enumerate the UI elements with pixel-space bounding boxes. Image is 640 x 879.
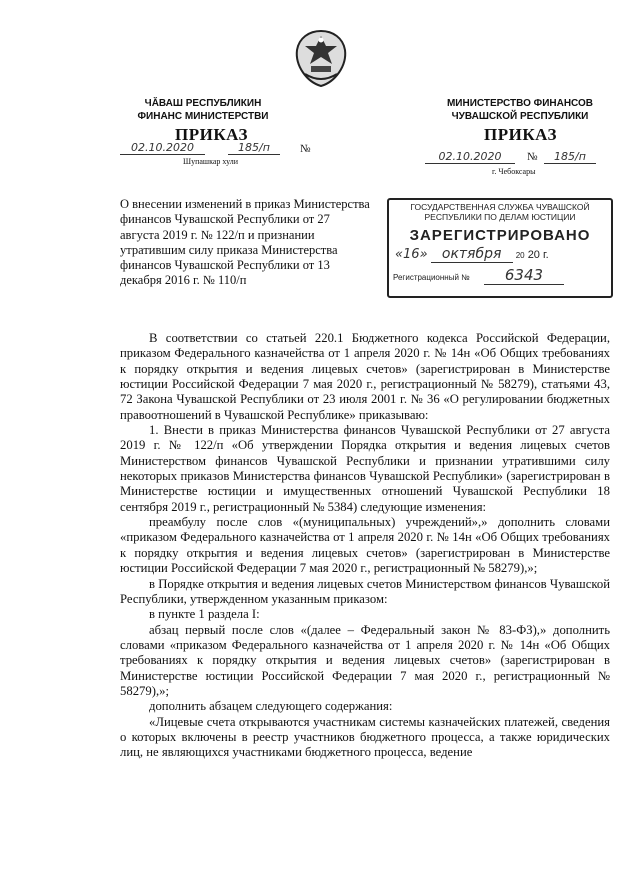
stamp-day: «16»	[395, 247, 428, 262]
body-paragraph: «Лицевые счета открываются участникам системы казначейских платежей, сведения о которых включены в реестр участников бюджетного процесса, а также юридических лиц, не являющихся участниками бюджетного процесса, ведение	[120, 714, 610, 760]
body-paragraph: 1. Внести в приказ Министерства финансов Чувашской Республики от 27 августа 2019 г. № 122/п «Об утверждении Порядка открытия и ведения лицевых счетов Министерством финансов Чувашской Республики и признании утратившими силу некоторых приказов Министерства финансов Чувашской Республики» (зарегистрирован в Министерстве юстиции и имущественных отношений Чувашской Республики 18 сентября 2019 г., регистрационный № 5384) следующие изменения:	[120, 423, 610, 514]
order-number-right: 185/п	[544, 150, 596, 164]
document-title: О внесении изменений в приказ Министерства финансов Чувашской Республики от 27 августа 2019 г. № 122/п и признании утратившим силу приказа Министерства финансов Чувашской Республики от 13 декабря 2016 г. № 110/п	[120, 197, 370, 288]
body-paragraph: дополнить абзацем следующего содержания:	[149, 699, 393, 714]
order-title-left: ПРИКАЗ	[175, 125, 248, 144]
stamp-year-suffix: 20 г.	[527, 249, 549, 261]
registration-stamp	[387, 198, 613, 298]
order-title-right: ПРИКАЗ	[484, 125, 557, 144]
body-paragraph: в пункте 1 раздела I:	[149, 607, 260, 622]
order-number-sign-left: №	[300, 143, 311, 155]
stamp-org-line1: ГОСУДАРСТВЕННАЯ СЛУЖБА ЧУВАШСКОЙ	[410, 202, 590, 212]
header-right-line1: МИНИСТЕРСТВО ФИНАНСОВ	[446, 98, 594, 109]
header-right-line2: ЧУВАШСКОЙ РЕСПУБЛИКИ	[451, 111, 589, 122]
stamp-date	[389, 246, 611, 263]
body-paragraph: в Порядке открытия и ведения лицевых счетов Министерством финансов Чувашской Республики, утвержденном указанным приказом:	[120, 576, 610, 606]
stamp-org-line2: РЕСПУБЛИКИ ПО ДЕЛАМ ЮСТИЦИИ	[424, 212, 576, 222]
order-city-left: Шупашкар хули	[183, 157, 238, 166]
body-paragraph: В соответствии со статьей 220.1 Бюджетного кодекса Российской Федерации, приказом Федерального казначейства от 1 апреля 2020 г. № 14н «Об Общих требованиях к порядку открытия и ведения лицевых счетов» (зарегистрирован в Министерстве юстиции Российской Федерации 7 мая 2020 г., регистрационный № 58279), статьями 43, 72 Закона Чувашской Республики от 23 июля 2001 г. № 36 «О регулировании бюджетных правоотношений в Чувашской Республике» приказываю:	[120, 331, 610, 422]
stamp-reg-line	[389, 266, 611, 285]
body-paragraph: абзац первый после слов «(далее – Федеральный закон № 83-ФЗ),» дополнить словами «приказом Федерального казначейства от 1 апреля 2020 г. № 14н «Об Общих требованиях к порядку открытия и ведения лицевых счетов» (зарегистрирован в Министерстве юстиции Российской Федерации 7 мая 2020 г., регистрационный № 58279),»;	[120, 622, 610, 698]
stamp-year-prefix: 20	[515, 251, 525, 260]
stamp-reg-number: 6343	[484, 266, 564, 285]
order-date-right: 02.10.2020	[425, 150, 515, 164]
order-date-left: 02.10.2020	[120, 141, 205, 155]
document-body	[120, 331, 610, 761]
header-left-line1: ЧĂВАШ РЕСПУБЛИКИН	[144, 98, 262, 109]
body-paragraph: преамбулу после слов «(муниципальных) учреждений»,» дополнить словами «приказом Федерального казначейства от 1 апреля 2020 г. № 14н «Об Общих требованиях к порядку открытия и ведения лицевых счетов» (зарегистрирован в Министерстве юстиции Российской Федерации 7 мая 2020 г., регистрационный № 58279),»;	[120, 515, 610, 576]
header-left-line2: ФИНАНС МИНИСТЕРСТВИ	[137, 111, 269, 122]
order-city-right: г. Чебоксары	[492, 167, 536, 176]
stamp-month: октября	[431, 246, 513, 263]
stamp-registered: ЗАРЕГИСТРИРОВАНО	[409, 227, 591, 244]
order-number-left: 185/п	[228, 141, 280, 155]
order-number-sign-right: №	[527, 151, 538, 163]
chuvash-emblem-icon	[293, 28, 349, 88]
stamp-reg-label: Регистрационный №	[393, 273, 470, 282]
